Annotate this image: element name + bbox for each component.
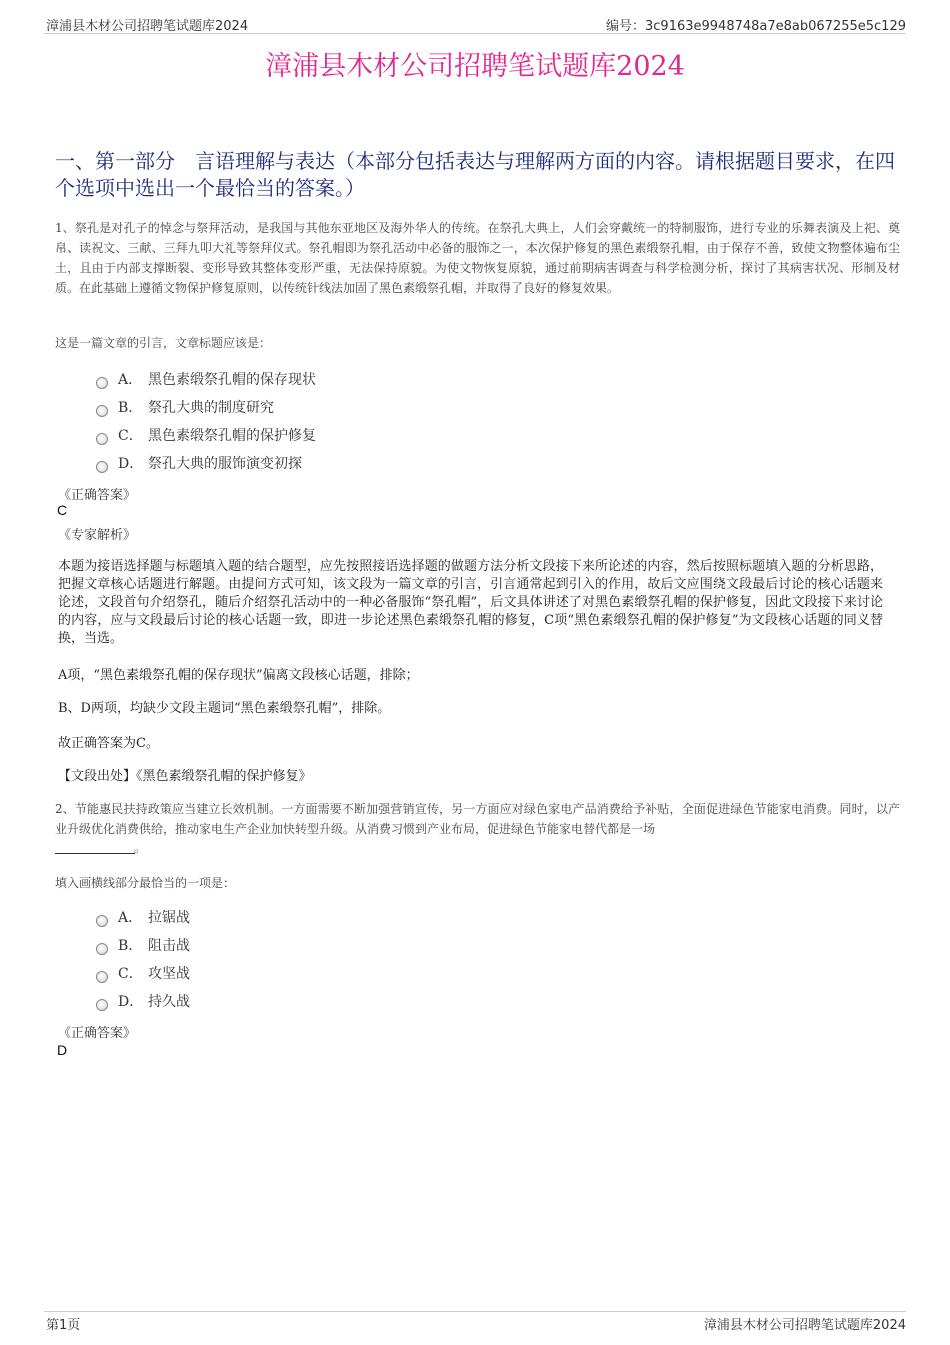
section-heading: 一、第一部分 言语理解与表达（本部分包括表达与理解两方面的内容。请根据题目要求，在四个选项中选出一个最恰当的答案。） <box>55 149 895 200</box>
header-divider <box>44 33 906 34</box>
option-text: 攻坚战 <box>148 966 190 982</box>
q1-question: 这是一篇文章的引言，文章标题应该是： <box>55 336 272 350</box>
option-text: 祭孔大典的制度研究 <box>148 400 274 416</box>
option-text: 黑色素缎祭孔帽的保护修复 <box>148 428 316 444</box>
q1-analysis-option-bd: B、D两项，均缺少文段主题词“黑色素缎祭孔帽”，排除。 <box>58 701 391 716</box>
q1-analysis-label: 《专家解析》 <box>58 528 137 543</box>
option-letter: B． <box>118 400 143 416</box>
option-letter: D． <box>118 456 144 472</box>
option-letter: A． <box>118 372 143 388</box>
q2-answer: D <box>57 1042 68 1058</box>
header-serial-number: 编号：3c9163e9948748a7e8ab067255e5c129 <box>606 19 906 34</box>
option-letter: C． <box>118 428 143 444</box>
radio-icon[interactable] <box>96 433 108 445</box>
page-number: 第1页 <box>46 1318 81 1333</box>
option-text: 黑色素缎祭孔帽的保存现状 <box>148 372 316 388</box>
footer-divider <box>44 1311 906 1312</box>
option-text: 持久战 <box>148 994 190 1010</box>
radio-icon[interactable] <box>96 461 108 473</box>
q2-fill-blank <box>55 853 135 854</box>
footer-title: 漳浦县木材公司招聘笔试题库2024 <box>703 1318 906 1333</box>
header-title: 漳浦县木材公司招聘笔试题库2024 <box>46 19 249 34</box>
option-letter: D． <box>118 994 144 1010</box>
q1-answer: C <box>57 502 68 518</box>
page-title: 漳浦县木材公司招聘笔试题库2024 <box>265 51 685 82</box>
q1-analysis: 本题为接语选择题与标题填入题的结合题型，应先按照接语选择题的做题方法分析文段接下来所论述的内容，然后按照标题填入题的分析思路，把握文章核心话题进行解题。由提问方式可知，该文段为一篇文章的引言，引言通常起到引入的作用，故后文应围绕文段最后讨论的核心话题来论述，文段首句介绍祭孔，随后介绍祭孔活动中的一种必备服饰“祭孔帽”，后文具体讲述了对黑色素缎祭孔帽的保护修复，因此文段接下来讨论的内容，应与文段最后讨论的核心话题一致，即进一步论述黑色素缎祭孔帽的修复，C项“黑色素缎祭孔帽的保护修复”为文段核心话题的同义替换，当选。 <box>58 559 883 646</box>
q1-source: 【文段出处】《黑色素缎祭孔帽的保护修复》 <box>58 769 312 784</box>
q1-analysis-option-a: A项，“黑色素缎祭孔帽的保存现状”偏离文段核心话题，排除； <box>58 668 419 683</box>
radio-icon[interactable] <box>96 405 108 417</box>
q2-passage: 2、节能惠民扶持政策应当建立长效机制。一方面需要不断加强营销宣传，另一方面应对绿色家电产品消费给予补贴，全面促进绿色节能家电消费。同时，以产业升级优化消费供给，推动家电生产企业加快转型升级。从消费习惯到产业布局，促进绿色节能家电替代都是一场 <box>55 802 900 836</box>
radio-icon[interactable] <box>96 943 108 955</box>
option-letter: B． <box>118 938 143 954</box>
q1-passage: 1、祭孔是对孔子的悼念与祭拜活动，是我国与其他东亚地区及海外华人的传统。在祭孔大典上，人们会穿戴统一的特制服饰，进行专业的乐舞表演及上祀、奠帛、读祝文、三献、三拜九叩大礼等祭拜仪式。祭孔帽即为祭孔活动中必备的服饰之一，本次保护修复的黑色素缎祭孔帽，由于保存不善，致使文物整体遍布尘土，且由于内部支撑断裂、变形导致其整体变形严重，无法保持原貌。为使文物恢复原貌，通过前期病害调查与科学检测分析，探讨了其病害状况、形制及材质。在此基础上遵循文物保护修复原则，以传统针线法加固了黑色素缎祭孔帽，并取得了良好的修复效果。 <box>55 221 900 295</box>
q2-blank-period: 。 <box>134 841 147 855</box>
option-text: 阻击战 <box>148 938 190 954</box>
radio-icon[interactable] <box>96 999 108 1011</box>
q2-answer-label: 《正确答案》 <box>58 1026 137 1041</box>
q1-analysis-conclusion: 故正确答案为C。 <box>58 736 159 751</box>
q1-answer-label: 《正确答案》 <box>58 488 137 503</box>
q2-question: 填入画横线部分最恰当的一项是： <box>55 876 236 890</box>
radio-icon[interactable] <box>96 377 108 389</box>
radio-icon[interactable] <box>96 915 108 927</box>
option-text: 拉锯战 <box>148 910 190 926</box>
option-letter: A． <box>118 910 143 926</box>
radio-icon[interactable] <box>96 971 108 983</box>
option-text: 祭孔大典的服饰演变初探 <box>148 456 302 472</box>
option-letter: C． <box>118 966 143 982</box>
